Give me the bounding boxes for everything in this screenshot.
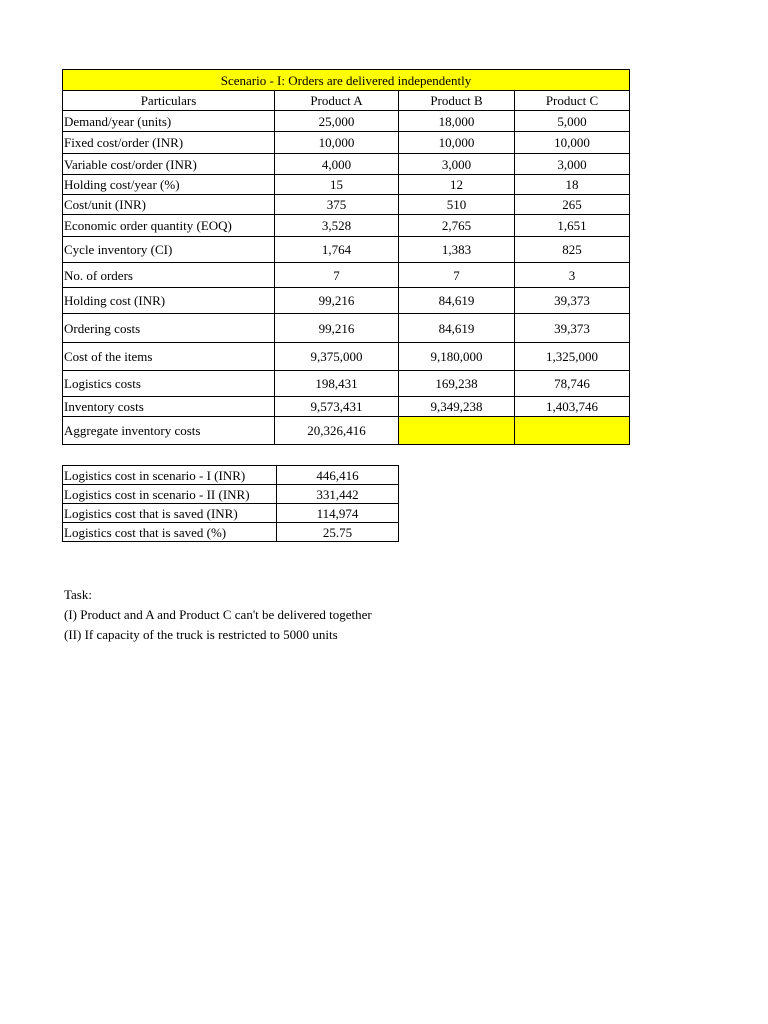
cell-product-b[interactable]: 2,765: [399, 215, 515, 237]
cell-product-a[interactable]: 375: [275, 195, 399, 215]
cell-product-b[interactable]: 10,000: [399, 132, 515, 154]
header-particulars[interactable]: Particulars: [63, 91, 275, 111]
cell-product-b[interactable]: 3,000: [399, 154, 515, 175]
summary-row: [63, 466, 399, 485]
row-label[interactable]: Demand/year (units): [63, 111, 275, 132]
row-label[interactable]: Ordering costs: [63, 314, 275, 343]
summary-label[interactable]: Logistics cost in scenario - I (INR): [63, 466, 277, 485]
cell-product-a[interactable]: 10,000: [275, 132, 399, 154]
summary-label[interactable]: Logistics cost that is saved (INR): [63, 504, 277, 523]
cell-product-b[interactable]: 169,238: [399, 371, 515, 397]
summary-label[interactable]: Logistics cost that is saved (%): [63, 523, 277, 542]
row-label[interactable]: Fixed cost/order (INR): [63, 132, 275, 154]
row-label[interactable]: Cost of the items: [63, 343, 275, 371]
task-section: [64, 585, 372, 645]
cell-product-c[interactable]: 39,373: [515, 288, 630, 314]
cell-product-a[interactable]: 99,216: [275, 314, 399, 343]
cell-product-b[interactable]: 84,619: [399, 288, 515, 314]
task-item-1[interactable]: (I) Product and A and Product C can't be delivered together: [64, 607, 372, 622]
cell-product-b[interactable]: 7: [399, 263, 515, 288]
cell-product-c[interactable]: 1,403,746: [515, 397, 630, 417]
row-label[interactable]: Holding cost (INR): [63, 288, 275, 314]
cell-product-a[interactable]: 198,431: [275, 371, 399, 397]
cell-product-c[interactable]: 5,000: [515, 111, 630, 132]
cell-product-c-highlighted[interactable]: [515, 417, 630, 445]
table-row: [63, 154, 630, 175]
header-row: [63, 91, 630, 111]
cell-product-a[interactable]: 3,528: [275, 215, 399, 237]
scenario-table: [62, 69, 630, 445]
table-row: [63, 417, 630, 445]
row-label[interactable]: Inventory costs: [63, 397, 275, 417]
cell-product-c[interactable]: 265: [515, 195, 630, 215]
cell-product-b[interactable]: 9,349,238: [399, 397, 515, 417]
cell-product-a[interactable]: 7: [275, 263, 399, 288]
cell-product-b[interactable]: 1,383: [399, 237, 515, 263]
cell-product-a[interactable]: 20,326,416: [275, 417, 399, 445]
table-row: [63, 343, 630, 371]
summary-value[interactable]: 25.75: [277, 523, 399, 542]
summary-value[interactable]: 331,442: [277, 485, 399, 504]
task-item-2[interactable]: (II) If capacity of the truck is restricted to 5000 units: [64, 627, 338, 642]
cell-product-a[interactable]: 99,216: [275, 288, 399, 314]
logistics-summary-table: [62, 465, 399, 542]
cell-product-a[interactable]: 15: [275, 175, 399, 195]
table-row: [63, 263, 630, 288]
table-row: [63, 111, 630, 132]
row-label[interactable]: Cost/unit (INR): [63, 195, 275, 215]
summary-row: [63, 504, 399, 523]
summary-row: [63, 485, 399, 504]
table-row: [63, 215, 630, 237]
summary-value[interactable]: 446,416: [277, 466, 399, 485]
summary-label[interactable]: Logistics cost in scenario - II (INR): [63, 485, 277, 504]
cell-product-a[interactable]: 9,573,431: [275, 397, 399, 417]
cell-product-c[interactable]: 825: [515, 237, 630, 263]
table-row: [63, 132, 630, 154]
row-label[interactable]: Aggregate inventory costs: [63, 417, 275, 445]
cell-product-b[interactable]: 9,180,000: [399, 343, 515, 371]
cell-product-c[interactable]: 3: [515, 263, 630, 288]
table-row: [63, 397, 630, 417]
cell-product-b-highlighted[interactable]: [399, 417, 515, 445]
cell-product-c[interactable]: 78,746: [515, 371, 630, 397]
cell-product-b[interactable]: 84,619: [399, 314, 515, 343]
header-product-c[interactable]: Product C: [515, 91, 630, 111]
summary-row: [63, 523, 399, 542]
table-row: [63, 288, 630, 314]
cell-product-c[interactable]: 39,373: [515, 314, 630, 343]
row-label[interactable]: No. of orders: [63, 263, 275, 288]
row-label[interactable]: Holding cost/year (%): [63, 175, 275, 195]
header-product-b[interactable]: Product B: [399, 91, 515, 111]
table-row: [63, 195, 630, 215]
cell-product-a[interactable]: 9,375,000: [275, 343, 399, 371]
table-row: [63, 237, 630, 263]
summary-value[interactable]: 114,974: [277, 504, 399, 523]
cell-product-c[interactable]: 18: [515, 175, 630, 195]
cell-product-c[interactable]: 1,325,000: [515, 343, 630, 371]
task-heading[interactable]: Task:: [64, 587, 92, 602]
row-label[interactable]: Variable cost/order (INR): [63, 154, 275, 175]
cell-product-b[interactable]: 510: [399, 195, 515, 215]
cell-product-c[interactable]: 10,000: [515, 132, 630, 154]
scenario-title-row: [63, 70, 630, 91]
cell-product-a[interactable]: 1,764: [275, 237, 399, 263]
header-product-a[interactable]: Product A: [275, 91, 399, 111]
row-label[interactable]: Cycle inventory (CI): [63, 237, 275, 263]
cell-product-b[interactable]: 12: [399, 175, 515, 195]
table-row: [63, 175, 630, 195]
cell-product-c[interactable]: 1,651: [515, 215, 630, 237]
cell-product-c[interactable]: 3,000: [515, 154, 630, 175]
table-row: [63, 314, 630, 343]
cell-product-a[interactable]: 25,000: [275, 111, 399, 132]
scenario-title[interactable]: Scenario - I: Orders are delivered independently: [63, 70, 630, 91]
cell-product-a[interactable]: 4,000: [275, 154, 399, 175]
row-label[interactable]: Economic order quantity (EOQ): [63, 215, 275, 237]
cell-product-b[interactable]: 18,000: [399, 111, 515, 132]
table-row: [63, 371, 630, 397]
row-label[interactable]: Logistics costs: [63, 371, 275, 397]
